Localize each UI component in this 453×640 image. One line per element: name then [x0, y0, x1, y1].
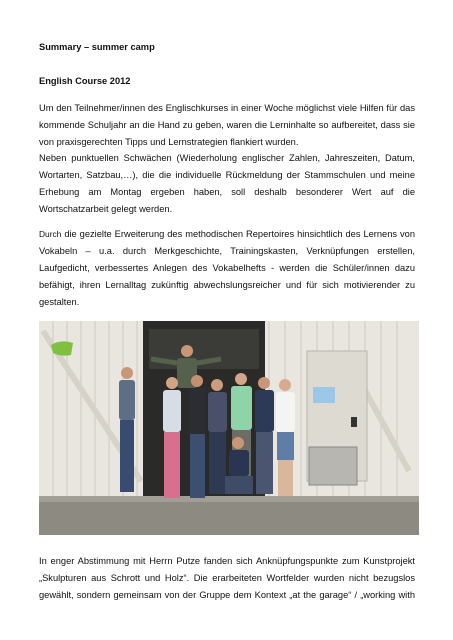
- paragraph-line: kommende Schuljahr an die Hand zu geben, waren die Lerninhalte so aufbereitet, dass sie: [39, 120, 415, 130]
- paragraph-line: gestalten.: [39, 297, 80, 307]
- paragraph-line: Wortarten, Satzbau,…), die die individuelle Rückmeldung der Stammschulen und meine: [39, 170, 415, 180]
- paragraph-line: Vokabeln – u.a. durch Merkgeschichte, Trainingskasten, Verknüpfungen erstellen,: [39, 246, 415, 256]
- paragraph-line: Um den Teilnehmer/innen des Englischkurses in einer Woche möglichst viele Hilfen für das: [39, 103, 415, 113]
- paragraph-line: Neben punktuellen Schwächen (Wiederholung englischer Zahlen, Jahreszeiten, Datum,: [39, 153, 415, 163]
- paragraph-line: Erhebung am Montag ergeben haben, soll deshalb besonderer Wert auf die: [39, 187, 415, 197]
- paragraph-line: von praxisgerechten Tipps und Lernstrategien flankiert wurden.: [39, 137, 299, 147]
- course-heading: English Course 2012: [39, 76, 131, 86]
- paragraph-line: Wortschatzarbeit gelegt werden.: [39, 204, 173, 214]
- group-photo-illustration: [39, 321, 419, 535]
- paragraph-line: [39, 228, 415, 240]
- paragraph-line: In enger Abstimmung mit Herrn Putze fanden sich Anknüpfungspunkte zum Kunstprojekt: [39, 556, 415, 566]
- paragraph-line-rest: die gezielte Erweiterung des methodischen Repertoires hinsichtlich des Lernens von: [64, 229, 415, 239]
- document-title: Summary – summer camp: [39, 42, 155, 52]
- paragraph-line: befähigt, ihren Lernalltag zukünftig abwechslungsreicher und für sich motivierender zu: [39, 280, 415, 290]
- paragraph-line: Laufgedicht, verbessertes Anlegen des Vokabelhefts - werden die Schüler/innen dazu: [39, 263, 415, 273]
- paragraph-line: „Skulpturen aus Schrott und Holz“. Die erarbeiteten Wortfelder wurden nicht bezugslos: [39, 573, 415, 583]
- group-photo: [39, 321, 419, 535]
- paragraph-first-word: Durch: [39, 229, 62, 239]
- paragraph-line: gewählt, sondern gemeinsam von der Gruppe dem Kontext „at the garage“ / „working with: [39, 590, 415, 600]
